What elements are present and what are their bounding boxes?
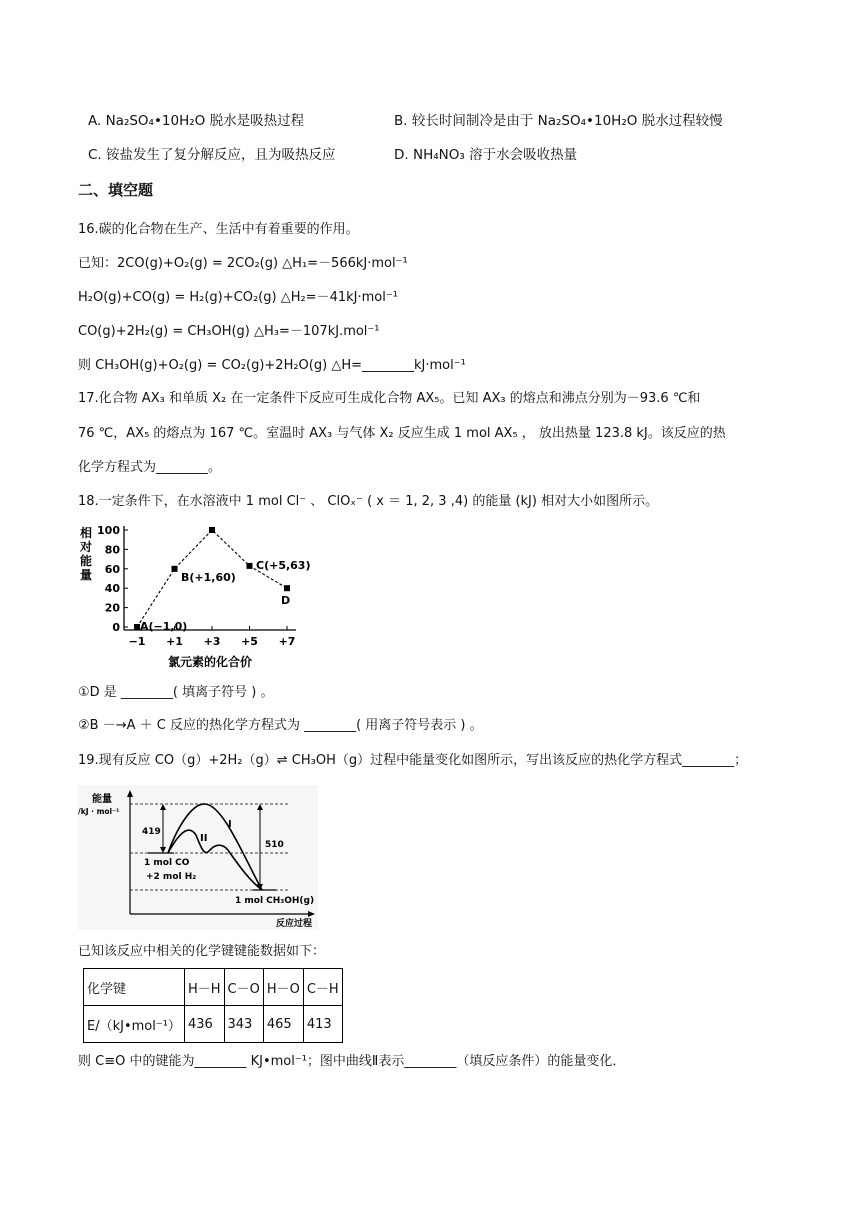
chart-xtick-label: +7 [278,635,296,648]
chart-ytick-label: 60 [104,562,120,576]
option-c: C. 铵盐发生了复分解反应，且为吸热反应 [88,147,336,163]
chart-label-b: B(+1,60) [181,571,236,584]
chart-xtick-label: +1 [166,635,183,648]
value-510: 510 [265,840,284,850]
chart-xlabel: 氯元素的化合价 [168,655,253,669]
chart-ylabel-1: 相 [80,526,93,540]
curve-2-label: II [200,833,208,844]
chart-point [247,563,253,569]
q16-ask: 则 CH₃OH(g)+O₂(g) = CO₂(g)+2H₂O(g) △H=________kJ·mol⁻¹ [78,358,466,373]
q16-eq3: CO(g)+2H₂(g) = CH₃OH(g) △H₃=－107kJ.mol⁻¹ [78,324,380,339]
reactant-1: 1 mol CO [144,858,190,868]
chart-xtick-label: +5 [241,635,258,648]
chart-label-c: C(+5,63) [256,559,311,572]
option-d: D. NH₄NO₃ 溶于水会吸收热量 [394,147,578,163]
chart-ytick-label: 100 [97,524,120,537]
q17-line1: 17.化合物 AX₃ 和单质 X₂ 在一定条件下反应可生成化合物 AX₅。已知 AX₃ 的熔点和沸点分别为－93.6 ℃和 [78,391,701,406]
table-header-cell: C－O [224,969,263,1006]
energy-valence-chart [78,520,318,672]
table-row-label: E/（kJ•mol⁻¹） [84,1006,185,1043]
chart-ylabel-4: 量 [80,568,93,582]
q17-line2: 76 ℃，AX₅ 的熔点为 167 ℃。室温时 AX₃ 与气体 X₂ 反应生成 1 mol AX₅ ， 放出热量 123.8 kJ。该反应的热 [78,426,726,441]
diagram-ylabel-2: /kJ · mol⁻¹ [78,807,120,816]
q18-sub2: ②B －→A ＋ C 反应的热化学方程式为 ________( 用离子符号表示 ) 。 [78,718,483,733]
chart-point [209,527,215,533]
table-header-row [84,969,343,1006]
section-title: 二、填空题 [78,181,154,199]
table-cell: 465 [263,1006,303,1043]
chart-ytick-label: 80 [104,543,120,557]
diagram-ylabel-1: 能量 [92,794,112,805]
table-cell: 413 [303,1006,342,1043]
chart-point [284,585,290,591]
table-row [84,1006,343,1043]
table-header-cell: C－H [303,969,342,1006]
q16-eq2: H₂O(g)+CO(g) = H₂(g)+CO₂(g) △H₂=－41kJ·mol⁻¹ [78,290,398,305]
chart-ytick-label: 0 [112,621,120,634]
chart-ylabel-3: 能 [80,554,93,568]
bond-energy-table [83,968,343,1043]
table-cell: 343 [224,1006,263,1043]
reaction-energy-diagram [78,785,318,930]
q18-line1: 18.一定条件下，在水溶液中 1 mol Cl⁻ 、 ClOₓ⁻ ( x ＝ 1, 2, 3 ,4) 的能量 (kJ) 相对大小如图所示。 [78,494,659,509]
q19-line1: 19.现有反应 CO（g）+2H₂（g）⇌ CH₃OH（g）过程中能量变化如图所示，写出该反应的热化学方程式________； [78,753,748,768]
option-a: A. Na₂SO₄•10H₂O 脱水是吸热过程 [88,113,305,129]
q16-intro: 16.碳的化合物在生产、生活中有着重要的作用。 [78,222,359,237]
chart-label-d: D [281,594,291,607]
diagram-xlabel: 反应过程 [276,919,313,929]
q19-ask: 则 C≡O 中的键能为________ KJ•mol⁻¹；图中曲线Ⅱ表示________（填反应条件）的能量变化． [78,1054,626,1069]
table-header-cell: 化学键 [84,969,185,1006]
chart-xtick-label: −1 [128,635,146,648]
product-label: 1 mol CH₃OH(g) [235,896,315,906]
table-header-cell: H－H [184,969,224,1006]
curve-1-label: I [228,819,232,830]
chart-label-a: A(−1,0) [140,620,188,633]
table-header-cell: H－O [263,969,303,1006]
chart-ytick-label: 40 [104,582,120,596]
reactant-2: +2 mol H₂ [146,872,197,882]
table-cell: 436 [184,1006,224,1043]
option-b: B. 较长时间制冷是由于 Na₂SO₄•10H₂O 脱水过程较慢 [394,113,723,129]
chart-ylabel-2: 对 [80,540,93,554]
value-419: 419 [142,827,161,837]
q17-line3: 化学方程式为________。 [78,460,222,475]
chart-xtick-label: +3 [203,635,221,648]
chart-point [172,566,178,572]
chart-ytick-label: 20 [104,601,120,615]
q18-sub1: ①D 是 ________( 填离子符号 ) 。 [78,685,274,700]
q16-eq1: 已知：2CO(g)+O₂(g) = 2CO₂(g) △H₁=－566kJ·mol⁻¹ [78,256,408,271]
q19-bond-intro: 已知该反应中相关的化学键键能数据如下： [78,944,326,959]
